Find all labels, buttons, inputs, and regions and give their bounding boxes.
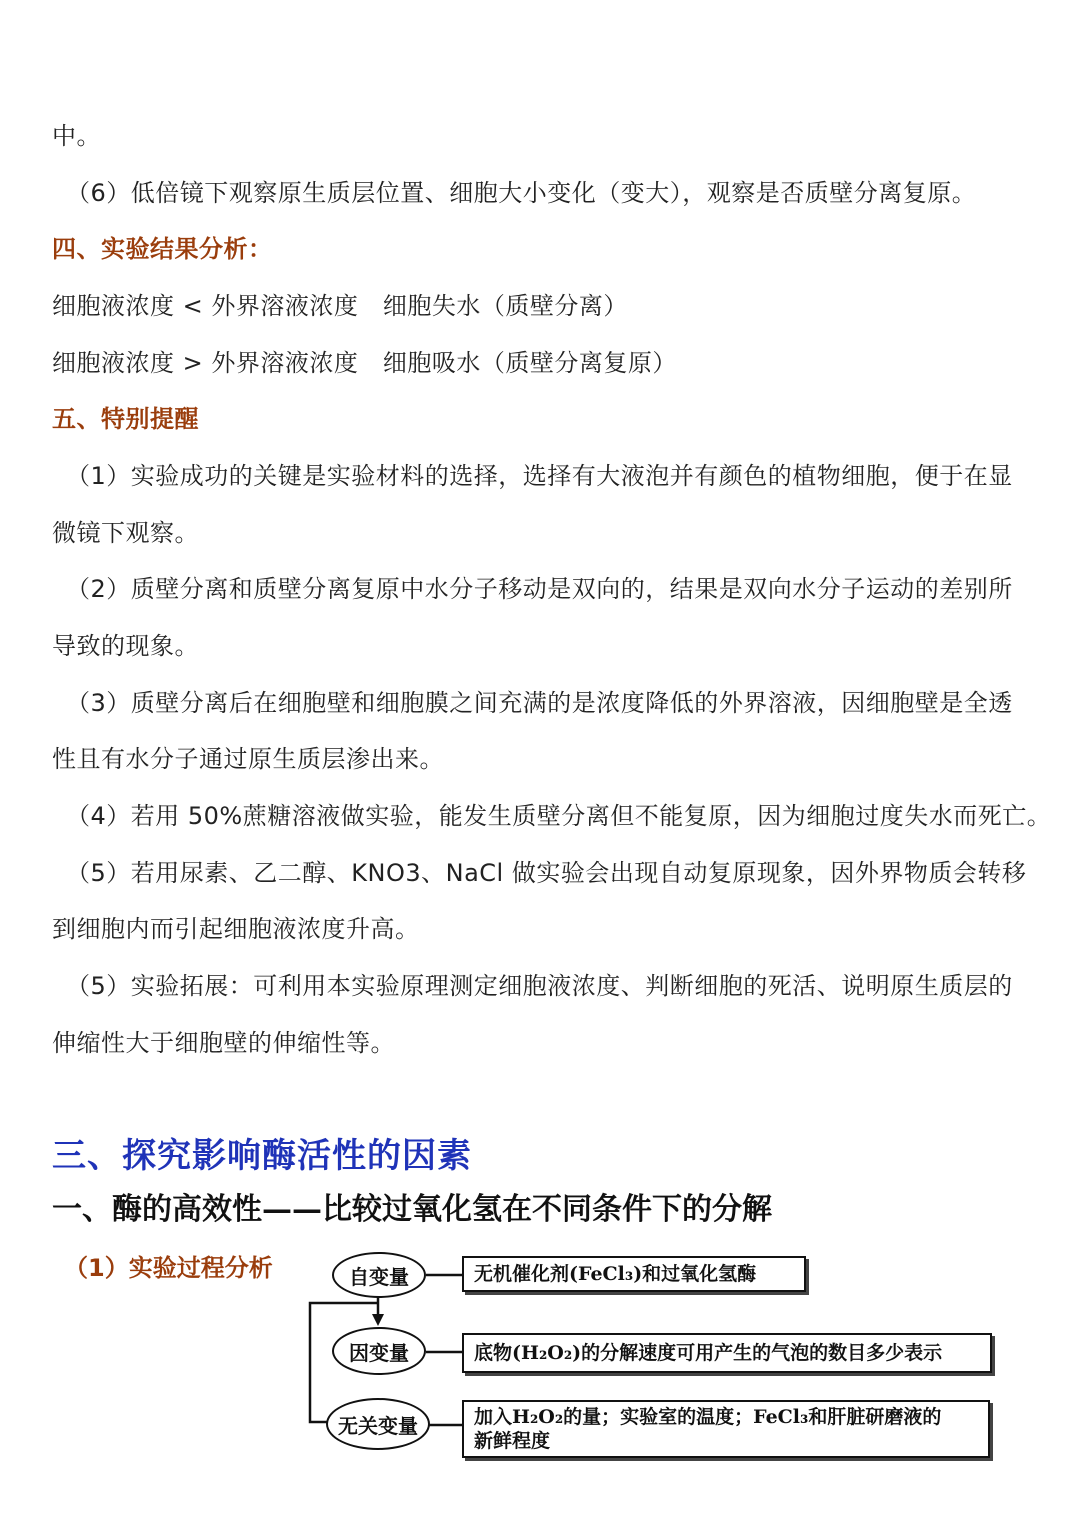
text-line: （5）实验拓展：可利用本实验原理测定细胞液浓度、判断细胞的死活、说明原生质层的 — [66, 972, 1013, 1000]
text-line: （5）若用尿素、乙二醇、KNO3、NaCl 做实验会出现自动复原现象，因外界物质会转移 — [66, 859, 1027, 887]
text-line: 细胞液浓度 > 外界溶液浓度 细胞吸水（质壁分离复原） — [52, 349, 677, 377]
text-line: （1）实验成功的关键是实验材料的选择，选择有大液泡并有颜色的植物细胞，便于在显 — [66, 462, 1013, 490]
text-line: （4）若用 50%蔗糖溶液做实验，能发生质壁分离但不能复原，因为细胞过度失水而死亡。 — [66, 802, 1052, 830]
irrelevant-variable-box — [462, 1400, 990, 1458]
dependent-variable-text: 底物(H₂O₂)的分解速度可用产生的气泡的数目多少表示 — [474, 1342, 943, 1364]
irrelevant-variable-oval: 无关变量 — [326, 1398, 430, 1450]
process-label: （1）实验过程分析 — [64, 1254, 273, 1282]
dependent-variable-oval: 因变量 — [332, 1327, 426, 1375]
text-line: 伸缩性大于细胞壁的伸缩性等。 — [52, 1029, 395, 1057]
independent-variable-text: 无机催化剂(FeCl₃)和过氧化氢酶 — [474, 1263, 757, 1285]
irrelevant-variable-text-2: 新鲜程度 — [474, 1430, 551, 1452]
heading-result-analysis: 四、实验结果分析： — [52, 235, 273, 263]
text-line: 细胞液浓度 < 外界溶液浓度 细胞失水（质壁分离） — [52, 292, 628, 320]
text-line: （3）质壁分离后在细胞壁和细胞膜之间充满的是浓度降低的外界溶液，因细胞壁是全透 — [66, 689, 1013, 717]
text-line: （6）低倍镜下观察原生质层位置、细胞大小变化（变大），观察是否质壁分离复原。 — [66, 179, 977, 207]
heading-special-reminder: 五、特别提醒 — [52, 405, 199, 433]
section-title: 三、探究影响酶活性的因素 — [52, 1136, 472, 1176]
independent-variable-oval: 自变量 — [332, 1252, 426, 1298]
irrelevant-variable-text-1: 加入H₂O₂的量；实验室的温度；FeCl₃和肝脏研磨液的 — [474, 1406, 942, 1428]
text-line: 微镜下观察。 — [52, 519, 199, 547]
text-line: （2）质壁分离和质壁分离复原中水分子移动是双向的，结果是双向水分子运动的差别所 — [66, 575, 1013, 603]
text-line: 导致的现象。 — [52, 632, 199, 660]
independent-variable-box — [462, 1256, 806, 1292]
dependent-variable-box — [462, 1333, 992, 1373]
text-line: 到细胞内而引起细胞液浓度升高。 — [52, 915, 420, 943]
text-line: 性且有水分子通过原生质层渗出来。 — [52, 745, 444, 773]
text-line: 中。 — [52, 122, 101, 150]
subsection-title: 一、酶的高效性——比较过氧化氢在不同条件下的分解 — [52, 1192, 772, 1227]
